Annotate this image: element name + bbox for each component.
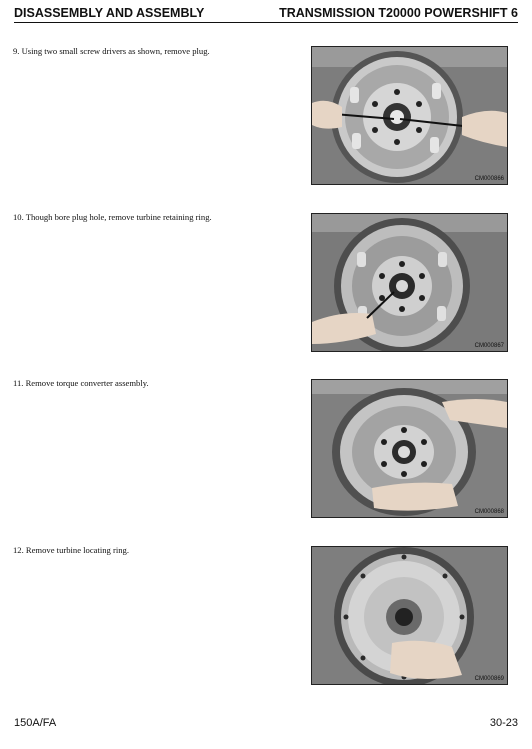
- step-12-photo: [311, 546, 508, 685]
- photo-code: CM000867: [474, 343, 504, 349]
- step-11-photo: [311, 379, 508, 518]
- step-10-text: 10. Though bore plug hole, remove turbine retaining ring.: [13, 212, 212, 222]
- torque-converter-removal-illustration: [312, 380, 507, 517]
- header-manual-title: TRANSMISSION T20000 POWERSHIFT 6: [279, 6, 518, 20]
- photo-code: CM000869: [474, 676, 504, 682]
- photo-code: CM000866: [474, 176, 504, 182]
- step-9-text: 9. Using two small screw drivers as shown, remove plug.: [13, 46, 210, 56]
- header-section-title: DISASSEMBLY AND ASSEMBLY: [14, 6, 205, 20]
- footer-model: 150A/FA: [14, 717, 57, 729]
- page-header: [14, 6, 518, 23]
- step-9-photo: [311, 46, 508, 185]
- converter-plug-removal-illustration: [312, 47, 507, 184]
- footer-page-number: 30-23: [489, 717, 518, 729]
- step-10-photo: [311, 213, 508, 352]
- turbine-locating-ring-illustration: [312, 547, 507, 684]
- step-11-text: 11. Remove torque converter assembly.: [13, 378, 149, 388]
- step-12-text: 12. Remove turbine locating ring.: [13, 545, 129, 555]
- photo-code: CM000868: [474, 509, 504, 515]
- turbine-retaining-ring-illustration: [312, 214, 507, 351]
